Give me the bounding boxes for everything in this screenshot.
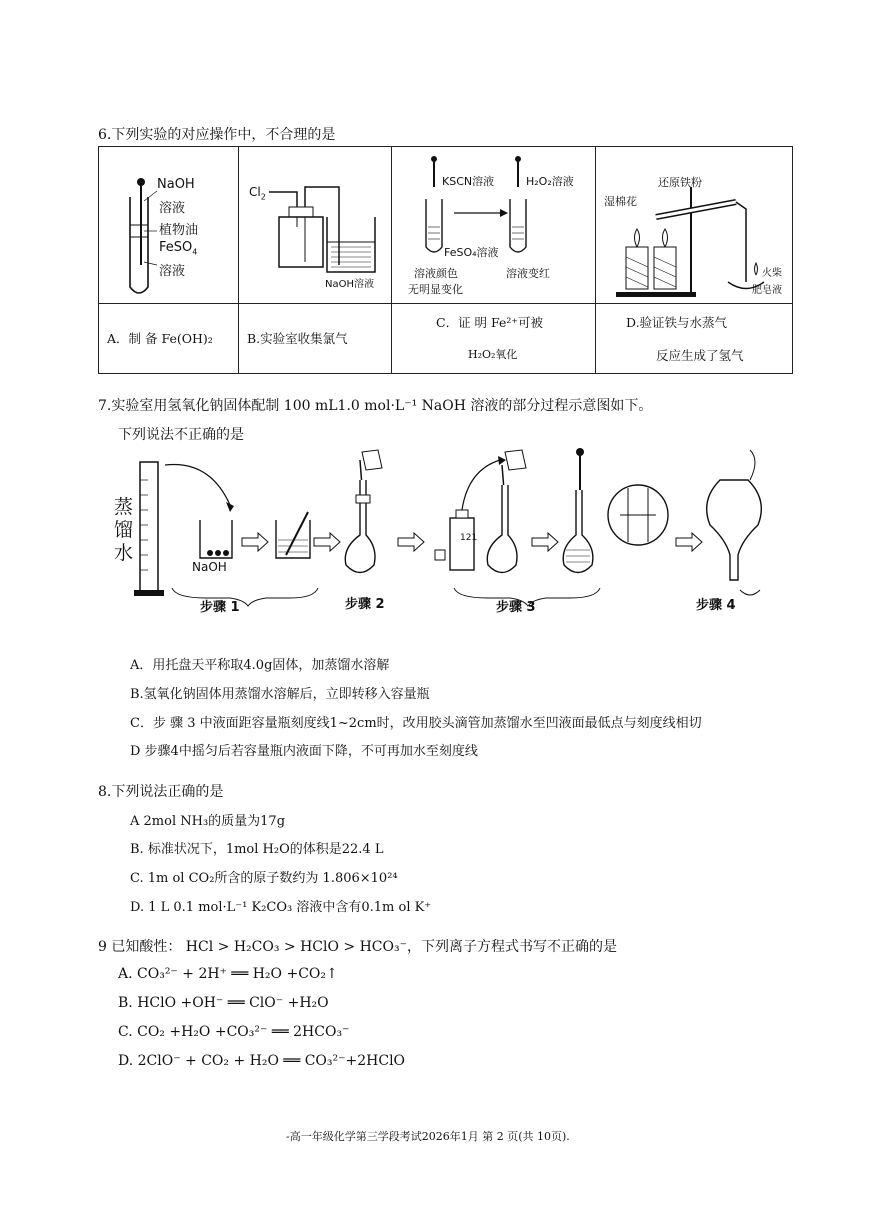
- q6-stem: 6.下列实验的对应操作中，不合理的是: [98, 127, 336, 143]
- q7-option-a: A．用托盘天平称取4.0g固体，加蒸馏水溶解: [130, 658, 390, 673]
- step-3-label: 步骤 3: [496, 600, 536, 615]
- q8-stem: 8.下列说法正确的是: [98, 784, 224, 800]
- label-obs1a: 溶液颜色: [414, 267, 458, 280]
- label-soap: 肥皂液: [752, 285, 782, 296]
- water-char-2: 馏: [114, 519, 134, 541]
- label-feso4: FeSO$_4$: [159, 240, 198, 257]
- q8-option-d: D. 1 L 0.1 mol·L⁻¹ K₂CO₃ 溶液中含有0.1m ol K⁺: [130, 900, 432, 915]
- q7-sub: 下列说法不正确的是: [118, 427, 244, 443]
- step-2-label: 步骤 2: [345, 597, 385, 612]
- q7-stem: 7.实验室用氢氧化钠固体配制 100 mL1.0 mol·L⁻¹ NaOH 溶液的部分过程示意图如下。: [98, 398, 653, 414]
- label-match: 火柴: [762, 268, 782, 279]
- q6-cell-b-figure: [239, 147, 392, 304]
- q7-option-b: B.氢氧化钠固体用蒸馏水溶解后，立即转移入容量瓶: [130, 687, 430, 702]
- q6-option-b: [239, 304, 392, 374]
- label-wet-cotton: 湿棉花: [604, 195, 637, 208]
- label-obs2: 溶液变红: [506, 267, 550, 280]
- bottle-label: 121: [460, 533, 478, 543]
- label-plant-oil: 植物油: [159, 223, 199, 238]
- step-4-label: 步骤 4: [696, 598, 736, 613]
- label-reduced-iron: 还原铁粉: [658, 176, 702, 189]
- page-footer: -高一年级化学第三学段考试2026年1月 第 2 页(共 10页).: [286, 1130, 570, 1143]
- option-c-caption-2: H₂O₂氧化: [468, 348, 518, 361]
- naoh-solid-label: NaOH: [192, 560, 227, 574]
- label-cl2: $Cl_2$: [249, 185, 266, 202]
- q7-option-d: D 步骤4中摇匀后若容量瓶内液面下降，不可再加水至刻度线: [130, 744, 478, 759]
- distilled-water-label: [114, 496, 133, 565]
- q9-option-b: B. HClO +OH⁻ ══ ClO⁻ +H₂O: [118, 995, 329, 1011]
- q9-option-d: D. 2ClO⁻ + CO₂ + H₂O ══ CO₃²⁻+2HClO: [118, 1053, 406, 1069]
- option-d-caption-1: D.验证铁与水蒸气: [626, 315, 728, 330]
- option-c-caption-1: C．证 明 Fe²⁺可被: [436, 315, 544, 330]
- q7-option-c: C．步 骤 3 中液面距容量瓶刻度线1~2cm时，改用胶头滴管加蒸馏水至凹液面最低点与刻度线相切: [130, 716, 702, 731]
- q9-stem: 9 已知酸性： HCl > H₂CO₃ > HClO > HCO₃⁻，下列离子方程式书写不正确的是: [98, 939, 617, 955]
- step-1-label: 步骤 1: [200, 600, 240, 615]
- q6-cell-a-figure: [99, 147, 239, 304]
- q6-cell-c-figure: [392, 147, 596, 304]
- label-feso4-solution: FeSO₄溶液: [444, 246, 499, 259]
- label-obs1b: 无明显变化: [408, 283, 463, 296]
- water-char-1: 蒸: [114, 496, 134, 518]
- q8-option-a: A 2mol NH₃的质量为17g: [130, 814, 286, 829]
- q6-option-a: [99, 304, 239, 374]
- q9-option-a: A. CO₃²⁻ + 2H⁺ ══ H₂O +CO₂↑: [118, 966, 338, 982]
- solution-prep-diagram: [110, 440, 770, 620]
- q6-experiment-table: [98, 146, 793, 374]
- option-b-caption: B.实验室收集氯气: [247, 331, 348, 346]
- q6-cell-d-figure: [596, 147, 793, 304]
- q6-option-c: [392, 304, 596, 374]
- water-char-3: 水: [114, 542, 134, 564]
- label-naoh-solution: NaOH溶液: [325, 279, 374, 290]
- q6-option-d: [596, 304, 793, 374]
- option-a-caption: A．制 备 Fe(OH)₂: [107, 331, 213, 346]
- option-d-caption-2: 反应生成了氢气: [656, 348, 744, 363]
- label-kscn: KSCN溶液: [442, 175, 495, 188]
- label-h2o2: H₂O₂溶液: [526, 175, 574, 188]
- q8-option-b: B. 标准状况下，1mol H₂O的体积是22.4 L: [130, 842, 384, 857]
- q9-option-c: C. CO₂ +H₂O +CO₃²⁻ ══ 2HCO₃⁻: [118, 1024, 350, 1040]
- label-solution-2: 溶液: [159, 264, 186, 279]
- q8-option-c: C. 1m ol CO₂所含的原子数约为 1.806×10²⁴: [130, 871, 398, 886]
- label-solution: 溶液: [159, 201, 186, 216]
- label-naoh: NaOH: [157, 177, 195, 192]
